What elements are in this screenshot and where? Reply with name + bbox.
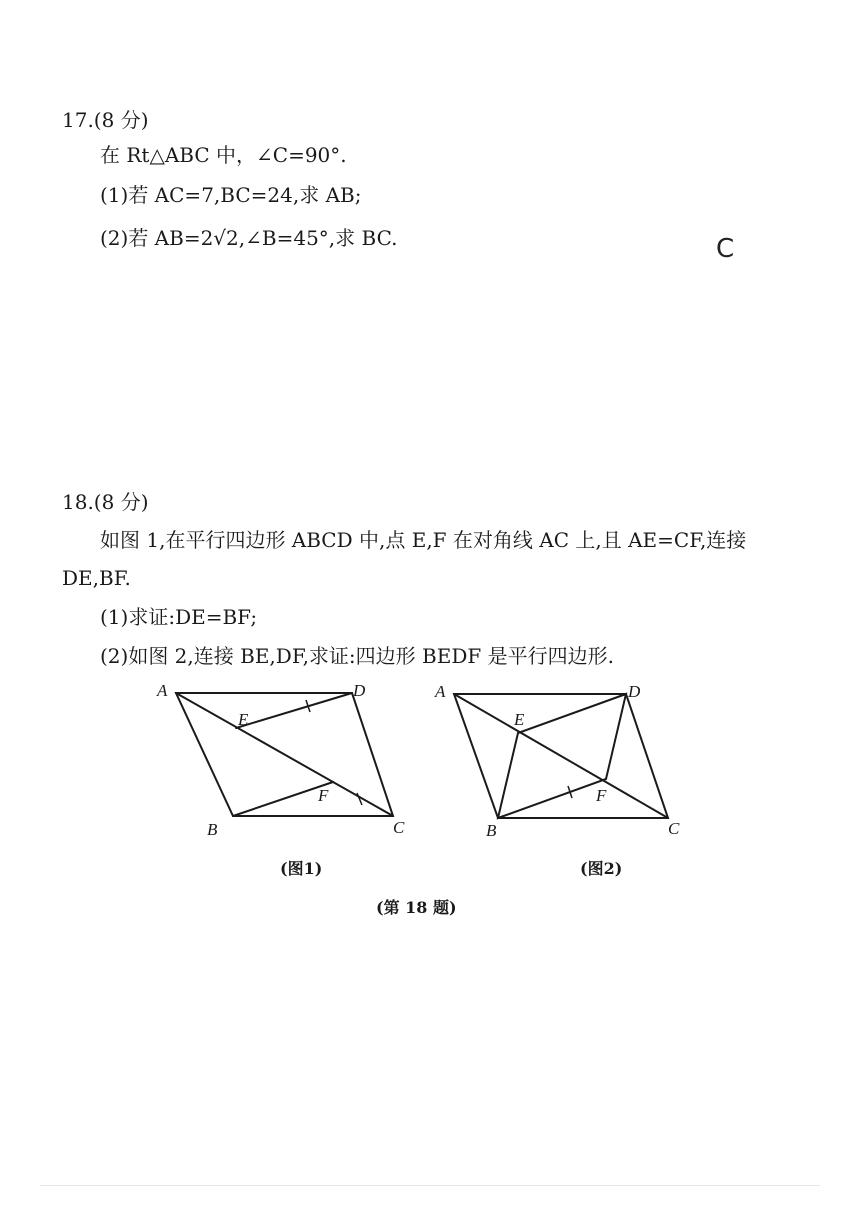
fig2-label-e: E <box>514 710 525 729</box>
q17-number: 17.(8 分) <box>62 108 149 132</box>
fig2-label-d: D <box>628 682 641 701</box>
q17-part2: (2)若 AB=2√2,∠B=45°,求 BC. <box>100 226 398 250</box>
q18-stem-line1: 如图 1,在平行四边形 ABCD 中,点 E,F 在对角线 AC 上,且 AE=CF,连接 <box>100 528 747 552</box>
fig1-label-d: D <box>353 681 366 700</box>
fig2-caption: (图2) <box>580 859 623 878</box>
q17-stem: 在 Rt△ABC 中，∠C=90°. <box>100 143 347 167</box>
q18-stem-line2: DE,BF. <box>62 566 131 590</box>
page-bottom-rule <box>40 1185 820 1186</box>
q18-part1: (1)求证:DE=BF; <box>100 605 258 629</box>
q17-part1: (1)若 AC=7,BC=24,求 AB; <box>100 183 362 207</box>
q18-part2: (2)如图 2,连接 BE,DF,求证:四边形 BEDF 是平行四边形. <box>100 644 614 668</box>
fig2-label-a: A <box>435 682 446 701</box>
fig1-label-e: E <box>238 710 249 729</box>
fig1-label-f: F <box>318 786 329 805</box>
fig2-label-f: F <box>596 786 607 805</box>
fig2-label-b: B <box>486 821 497 840</box>
fig1-label-c: C <box>393 818 405 837</box>
figures-caption: (第 18 题) <box>376 898 457 917</box>
q18-number: 18.(8 分) <box>62 490 149 514</box>
fig2-diagonal-ac <box>454 694 668 818</box>
fig2-label-c: C <box>668 819 680 838</box>
handwritten-mark: C <box>716 234 735 264</box>
fig1-label-b: B <box>207 820 218 839</box>
fig1-caption: (图1) <box>280 859 323 878</box>
fig1-label-a: A <box>157 681 168 700</box>
